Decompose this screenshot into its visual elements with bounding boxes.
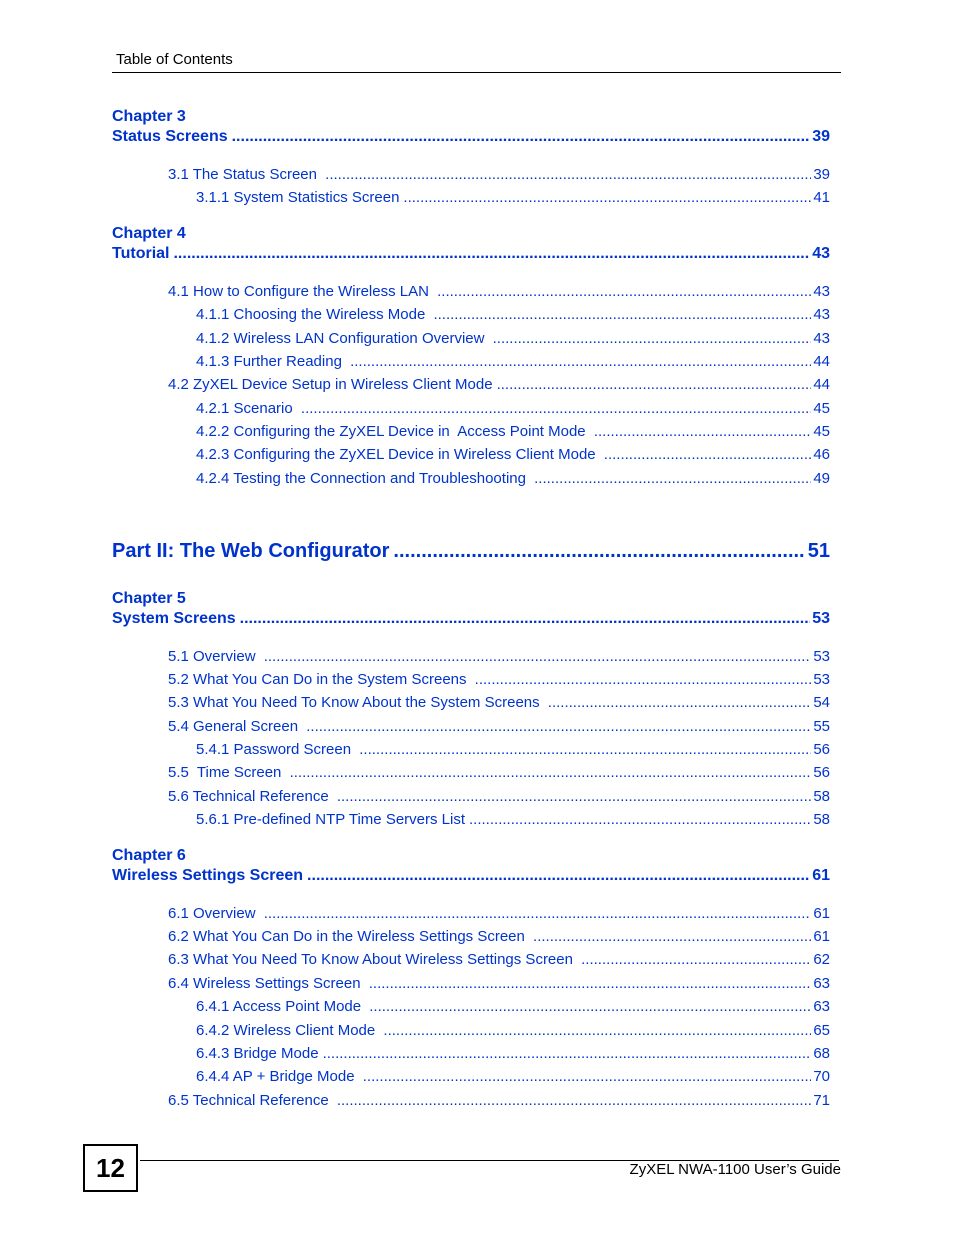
toc-entry-sub[interactable] [196, 470, 830, 487]
toc-entry-page: 56 [813, 741, 830, 758]
toc-entry-chap[interactable] [112, 610, 830, 628]
toc-entry-page: 41 [813, 189, 830, 206]
toc-entry-sec[interactable] [168, 283, 830, 300]
dot-leader [475, 671, 812, 688]
toc-entry-title: 4.2.1 Scenario [196, 400, 297, 417]
toc-entry-title: 6.4.2 Wireless Client Mode [196, 1022, 380, 1039]
toc-entry-title: 5.2 What You Can Do in the System Screens [168, 671, 471, 688]
toc-entry-title: 4.2.4 Testing the Connection and Troubleshooting [196, 470, 531, 487]
toc-entry-title: 6.4 Wireless Settings Screen [168, 975, 365, 992]
toc-entry-sec[interactable] [168, 928, 830, 945]
dot-leader [325, 166, 811, 183]
toc-entry-sec[interactable] [168, 905, 830, 922]
toc-entry-chap[interactable] [112, 245, 830, 263]
dot-leader [290, 764, 812, 781]
toc-entry-title: 4.1.3 Further Reading [196, 353, 347, 370]
toc-entry-page: 45 [813, 423, 830, 440]
toc-entry-page: 43 [813, 306, 830, 323]
toc-entry-title: 5.6 Technical Reference [168, 788, 333, 805]
dot-leader [240, 610, 811, 628]
toc-entry-title: 3.1.1 System Statistics Screen [196, 189, 400, 206]
toc-entry-sec[interactable] [168, 764, 830, 781]
toc-entry-title: 5.6.1 Pre-defined NTP Time Servers List [196, 811, 466, 828]
toc-entry-title: Wireless Settings Screen [112, 867, 304, 884]
toc-entry-sub[interactable] [196, 400, 830, 417]
dot-leader [301, 400, 811, 417]
toc-entry-title: 4.1.1 Choosing the Wireless Mode [196, 306, 430, 323]
toc-entry-title: Part II: The Web Configurator [112, 540, 390, 562]
toc-entry-title: 6.4.1 Access Point Mode [196, 998, 366, 1015]
dot-leader [369, 998, 811, 1015]
toc-entry-page: 49 [813, 470, 830, 487]
toc-entry-page: 43 [813, 283, 830, 300]
toc-entry-page: 63 [813, 998, 830, 1015]
toc-entry-title: 5.1 Overview [168, 648, 260, 665]
toc-entry-page: 46 [813, 446, 830, 463]
toc-entry-title: 6.5 Technical Reference [168, 1092, 333, 1109]
toc-entry-page: 61 [812, 867, 830, 884]
toc-entry-page: 51 [807, 540, 830, 562]
toc-entry-page: 58 [813, 788, 830, 805]
toc-entry-page: 56 [813, 764, 830, 781]
toc-entry-sub[interactable] [196, 998, 830, 1015]
toc-entry-title: 6.3 What You Need To Know About Wireless Settings Screen [168, 951, 578, 968]
toc-entry-page: 58 [813, 811, 830, 828]
toc-entry-page: 44 [813, 376, 830, 393]
toc-entry-chap[interactable] [112, 867, 830, 885]
toc-entry-title: 6.1 Overview [168, 905, 260, 922]
toc-entry-page: 68 [813, 1045, 830, 1062]
dot-leader [433, 306, 811, 323]
page-number: 12 [83, 1144, 138, 1192]
toc-entry-page: 62 [813, 951, 830, 968]
dot-leader [548, 694, 812, 711]
dot-leader [533, 928, 811, 945]
toc-entry-page: 53 [812, 610, 830, 627]
toc-entry-sec[interactable] [168, 648, 830, 665]
dot-leader [604, 446, 812, 463]
toc-entry-sec[interactable] [168, 788, 830, 805]
toc-entry-sec[interactable] [168, 376, 830, 393]
toc-entry-sec[interactable] [168, 671, 830, 688]
chapter-label[interactable]: Chapter 6 [112, 847, 186, 864]
toc-entry-page: 53 [813, 671, 830, 688]
page-header-label: Table of Contents [116, 51, 233, 68]
dot-leader [363, 1068, 812, 1085]
toc-entry-sub[interactable] [196, 741, 830, 758]
toc-entry-title: 6.4.3 Bridge Mode [196, 1045, 319, 1062]
toc-entry-title: 4.1 How to Configure the Wireless LAN [168, 283, 434, 300]
toc-entry-sub[interactable] [196, 189, 830, 206]
toc-entry-title: 4.1.2 Wireless LAN Configuration Overview [196, 330, 489, 347]
toc-entry-sub[interactable] [196, 1022, 830, 1039]
dot-leader [437, 283, 811, 300]
toc-entry-sub[interactable] [196, 1068, 830, 1085]
dot-leader [323, 1045, 812, 1062]
toc-entry-page: 43 [812, 245, 830, 262]
toc-entry-page: 55 [813, 718, 830, 735]
toc-entry-sub[interactable] [196, 811, 830, 828]
dot-leader [393, 540, 805, 563]
toc-entry-title: 5.3 What You Need To Know About the System Screens [168, 694, 544, 711]
dot-leader [337, 1092, 811, 1109]
chapter-label[interactable]: Chapter 3 [112, 108, 186, 125]
toc-entry-sec[interactable] [168, 718, 830, 735]
dot-leader [307, 867, 810, 885]
guide-title: ZyXEL NWA-1100 User’s Guide [629, 1161, 841, 1178]
toc-entry-sub[interactable] [196, 306, 830, 323]
toc-entry-sec[interactable] [168, 166, 830, 183]
toc-entry-page: 71 [813, 1092, 830, 1109]
dot-leader [493, 330, 812, 347]
toc-entry-sec[interactable] [168, 1092, 830, 1109]
dot-leader [469, 811, 811, 828]
toc-entry-title: Tutorial [112, 245, 170, 262]
dot-leader [232, 128, 811, 146]
dot-leader [369, 975, 812, 992]
toc-entry-page: 44 [813, 353, 830, 370]
dot-leader [306, 718, 811, 735]
toc-entry-title: 5.4 General Screen [168, 718, 303, 735]
dot-leader [350, 353, 811, 370]
toc-entry-title: 6.2 What You Can Do in the Wireless Settings Screen [168, 928, 530, 945]
toc-entry-page: 39 [812, 128, 830, 145]
toc-entry-sec[interactable] [168, 975, 830, 992]
toc-entry-sub[interactable] [196, 423, 830, 440]
toc-entry-title: 4.2.3 Configuring the ZyXEL Device in Wireless Client Mode [196, 446, 600, 463]
dot-leader [264, 905, 812, 922]
toc-entry-page: 61 [813, 928, 830, 945]
toc-entry-title: 5.4.1 Password Screen [196, 741, 356, 758]
toc-entry-page: 61 [813, 905, 830, 922]
dot-leader [359, 741, 811, 758]
toc-entry-page: 43 [813, 330, 830, 347]
toc-entry-part[interactable] [112, 540, 830, 563]
toc-entry-sub[interactable] [196, 446, 830, 463]
toc-entry-sub[interactable] [196, 353, 830, 370]
dot-leader [337, 788, 811, 805]
chapter-label[interactable]: Chapter 4 [112, 225, 186, 242]
toc-entry-title: 5.5 Time Screen [168, 764, 286, 781]
dot-leader [403, 189, 811, 206]
dot-leader [594, 423, 811, 440]
toc-entry-sec[interactable] [168, 951, 830, 968]
toc-entry-sub[interactable] [196, 330, 830, 347]
dot-leader [264, 648, 812, 665]
dot-leader [581, 951, 811, 968]
toc-entry-chap[interactable] [112, 128, 830, 146]
dot-leader [534, 470, 811, 487]
toc-entry-title: 4.2.2 Configuring the ZyXEL Device in Access Point Mode [196, 423, 590, 440]
toc-entry-title: System Screens [112, 610, 236, 627]
toc-entry-page: 70 [813, 1068, 830, 1085]
toc-entry-page: 63 [813, 975, 830, 992]
toc-entry-page: 53 [813, 648, 830, 665]
dot-leader [173, 245, 810, 263]
toc-entry-sub[interactable] [196, 1045, 830, 1062]
toc-entry-page: 54 [813, 694, 830, 711]
chapter-label[interactable]: Chapter 5 [112, 590, 186, 607]
toc-entry-page: 65 [813, 1022, 830, 1039]
toc-entry-title: 6.4.4 AP + Bridge Mode [196, 1068, 359, 1085]
toc-entry-sec[interactable] [168, 694, 830, 711]
dot-leader [497, 376, 812, 393]
toc-entry-title: 4.2 ZyXEL Device Setup in Wireless Client Mode [168, 376, 493, 393]
toc-entry-page: 45 [813, 400, 830, 417]
toc-entry-title: 3.1 The Status Screen [168, 166, 322, 183]
dot-leader [383, 1022, 811, 1039]
toc-entry-title: Status Screens [112, 128, 228, 145]
toc-entry-page: 39 [813, 166, 830, 183]
